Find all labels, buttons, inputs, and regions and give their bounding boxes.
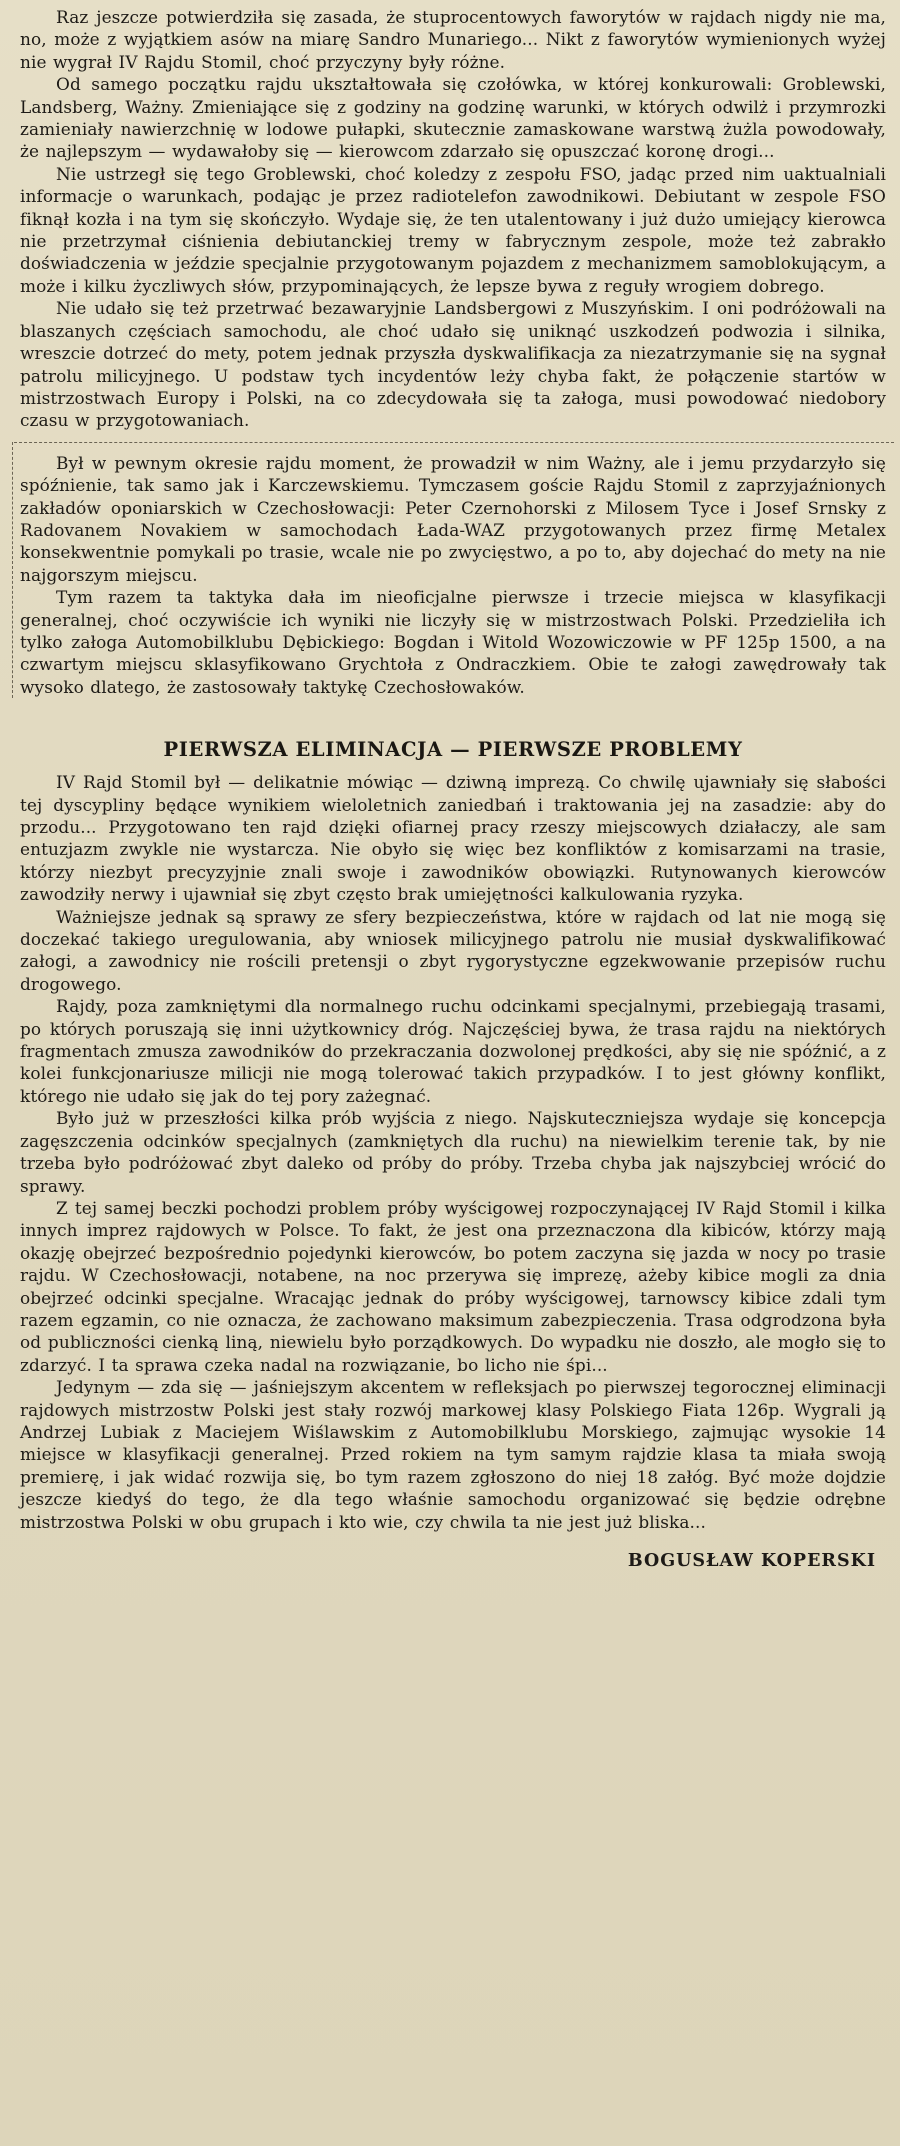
dashed-divider — [14, 442, 894, 443]
paragraph: Nie udało się też przetrwać bezawaryjnie Landsbergowi z Muszyńskim. I oni podróżowali na blaszanych częściach samochodu, ale choć udało się uniknąć uszkodzeń podwozia i silnika, wreszcie dotrzeć do mety, potem jednak przyszła dyskwalifikacja za niezatrzymanie się na sygnał patrolu milicyjnego. U podstaw tych incydentów leży chyba fakt, że połączenie startów w mistrzostwach Europy i Polski, na co zdecydowała się ta załoga, musi powodować niedobory czasu w przygotowaniach. — [20, 298, 886, 431]
section-heading: PIERWSZA ELIMINACJA — PIERWSZE PROBLEMY — [163, 738, 743, 762]
article-section-body — [20, 771, 886, 1533]
article-column-block — [20, 446, 886, 698]
dashed-divider-vertical — [12, 442, 13, 698]
paragraph: Jedynym — zda się — jaśniejszym akcentem w refleksjach po pierwszej tegorocznej eliminacji rajdowych mistrzostw Polski jest stały rozwój markowej klasy Polskiego Fiata 126p. Wygrali ją Andrzej Lubiak z Maciejem Wiślawskim z Automobilklubu Morskiego, zajmując wysokie 14 miejsce w klasyfikacji generalnej. Przed rokiem na tym samym rajdzie klasa ta miała swoją premierę, i jak widać rozwija się, bo tym razem zgłoszono do niej 18 załóg. Być może dojdzie jeszcze kiedyś do tego, że dla tego właśnie samochodu organizować się będzie odrębne mistrzostwa Polski w obu grupach i kto wie, czy chwila ta nie jest już bliska... — [20, 1377, 886, 1532]
paragraph: Od samego początku rajdu ukształtowała się czołówka, w której konkurowali: Groblewski, Landsberg, Ważny. Zmieniające się z godziny na godzinę warunki, w których odwilż i przymrozki zamieniały nawierzchnię w lodowe pułapki, skutecznie zamaskowane warstwą żużla powodowały, że najlepszym — wydawałoby się — kierowcom zdarzało się opuszczać koronę drogi... — [20, 74, 886, 162]
paragraph: Tym razem ta taktyka dała im nieoficjalne pierwsze i trzecie miejsca w klasyfikacji generalnej, choć oczywiście ich wyniki nie liczyły się w mistrzostwach Polski. Przedzieliła ich tylko załoga Automobilklubu Dębickiego: Bogdan i Witold Wozowiczowie w PF 125p 1500, a na czwartym miejscu sklasyfikowano Grychtoła z Ondraczkiem. Obie te załogi zawędrowały tak wysoko dlatego, że zastosowały taktykę Czechosłowaków. — [20, 587, 886, 697]
article-intro — [20, 6, 886, 432]
author-signature: BOGUSŁAW KOPERSKI — [627, 1551, 876, 1571]
paragraph: Nie ustrzegł się tego Groblewski, choć koledzy z zespołu FSO, jadąc przed nim uaktualniali informacje o warunkach, podając je przez radiotelefon zawodnikowi. Debiutant w zespole FSO fiknął kozła i na tym się skończyło. Wydaje się, że ten utalentowany i już dużo umiejący kierowca nie przetrzymał ciśnienia debiutanckiej tremy w fabrycznym zespole, może też zabrakło doświadczenia w jeździe specjalnie przygotowanym pojazdem z mechanizmem samoblokującym, a może i kilku życzliwych słów, przypominających, że lepsze bywa z reguły wrogiem dobrego. — [20, 163, 886, 296]
paragraph: Ważniejsze jednak są sprawy ze sfery bezpieczeństwa, które w rajdach od lat nie mogą się doczekać takiego uregulowania, aby wniosek milicyjnego patrolu nie musiał dyskwalifikować załogi, a zawodnicy nie rościli pretensji o zbyt rygorystyczne egzekwowanie przepisów ruchu drogowego. — [20, 906, 886, 994]
paragraph: Był w pewnym okresie rajdu moment, że prowadził w nim Ważny, ale i jemu przydarzyło się spóźnienie, tak samo jak i Karczewskiemu. Tymczasem goście Rajdu Stomil z zaprzyjaźnionych zakładów oponiarskich w Czechosłowacji: Peter Czernohorski z Milosem Tyce i Josef Srnsky z Radovanem Novakiem w samochodach Łada-WAZ przygotowanych przez firmę Metalex konsekwentnie pomykali po trasie, wcale nie po zwycięstwo, a po to, aby dojechać do mety na nie najgorszym miejscu. — [20, 452, 886, 585]
paragraph: Z tej samej beczki pochodzi problem próby wyścigowej rozpoczynającej IV Rajd Stomil i kilka innych imprez rajdowych w Polsce. To fakt, że jest ona przeznaczona dla kibiców, którzy mają okazję obejrzeć bezpośrednio pojedynki kierowców, bo potem zaczyna się jazda w nocy po trasie rajdu. W Czechosłowacji, notabene, na noc przerywa się imprezę, ażeby kibice mogli za dnia obejrzeć odcinki specjalne. Wracając jednak do próby wyścigowej, tarnowscy kibice zdali tym razem egzamin, co nie oznacza, że zachowano maksimum zabezpieczenia. Trasa odgrodzona była od publiczności cienką liną, niewielu było porządkowych. Do wypadku nie doszło, ale mogło się to zdarzyć. I ta sprawa czeka nadal na rozwiązanie, bo licho nie śpi... — [20, 1197, 886, 1375]
paragraph: Raz jeszcze potwierdziła się zasada, że stuprocentowych faworytów w rajdach nigdy nie ma, no, może z wyjątkiem asów na miarę Sandro Munariego... Nikt z faworytów wymienionych wyżej nie wygrał IV Rajdu Stomil, choć przyczyny były różne. — [20, 7, 886, 72]
paragraph: Było już w przeszłości kilka prób wyjścia z niego. Najskuteczniejsza wydaje się koncepcja zagęszczenia odcinków specjalnych (zamkniętych dla ruchu) na niewielkim terenie tak, by nie trzeba było podróżować zbyt daleko od próby do próby. Trzeba chyba jak najszybciej wrócić do sprawy. — [20, 1108, 886, 1196]
paragraph: Rajdy, poza zamkniętymi dla normalnego ruchu odcinkami specjalnymi, przebiegają trasami, po których poruszają się inni użytkownicy dróg. Najczęściej bywa, że trasa rajdu na niektórych fragmentach zmusza zawodników do przekraczania dozwolonej prędkości, aby się nie spóźnić, a z kolei funkcjonariusze milicji nie mogą tolerować takich przypadków. I to jest główny konflikt, którego nie udało się jak do tej pory zażegnać. — [20, 996, 886, 1106]
paragraph: IV Rajd Stomil był — delikatnie mówiąc — dziwną imprezą. Co chwilę ujawniały się słabości tej dyscypliny będące wynikiem wieloletnich zaniedbań i traktowania jej na zasadzie: aby do przodu... Przygotowano ten rajd dzięki ofiarnej pracy rzeszy miejscowych działaczy, ale sam entuzjazm zwykle nie wystarcza. Nie obyło się więc bez konfliktów z komisarzami na trasie, którzy niezbyt precyzyjnie znali swoje i zawodników obowiązki. Rutynowanych kierowców zawodziły nerwy i ujawniał się zbyt często brak umiejętności kalkulowania ryzyka. — [20, 772, 886, 905]
